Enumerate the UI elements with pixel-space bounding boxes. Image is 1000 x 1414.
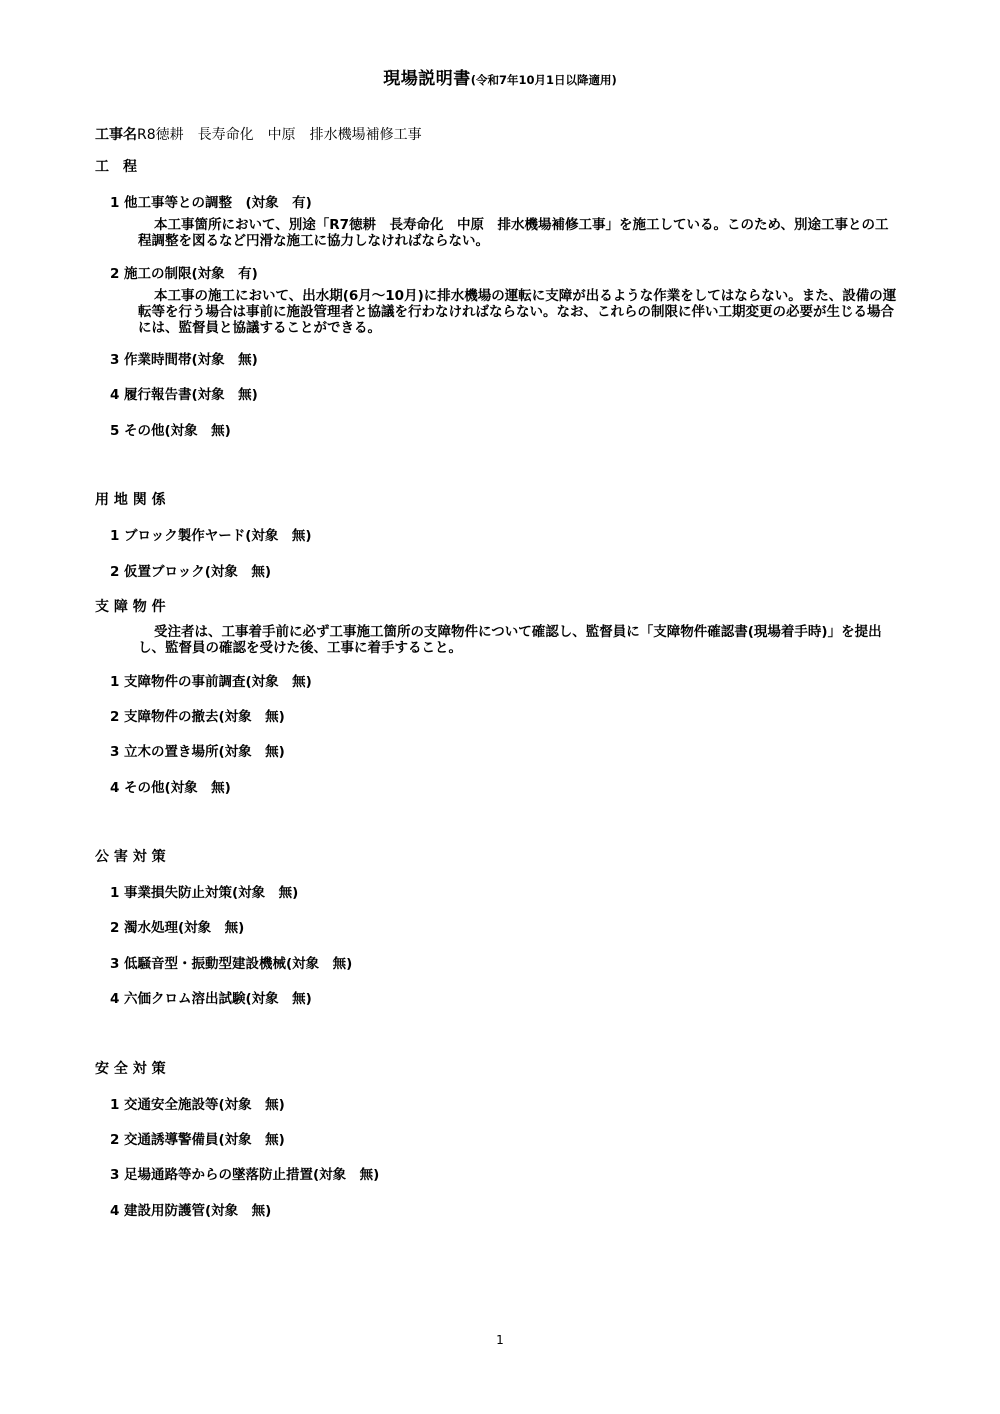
list-item: 2 濁水処理(対象 無) bbox=[110, 920, 245, 936]
list-item: 2 仮置ブロック(対象 無) bbox=[110, 564, 272, 580]
list-item: 1 支障物件の事前調査(対象 無) bbox=[110, 674, 312, 690]
list-item: 1 事業損失防止対策(対象 無) bbox=[110, 885, 299, 901]
paragraph-shishou-intro: 受注者は、工事着手前に必ず工事施工箇所の支障物件について確認し、監督員に「支障物件確認書(現場着手時)」を提出し、監督員の確認を受けた後、工事に着手すること。 bbox=[138, 624, 882, 656]
list-item: 4 その他(対象 無) bbox=[110, 780, 231, 796]
title-main: 現場説明書 bbox=[383, 69, 471, 89]
list-item: 5 その他(対象 無) bbox=[110, 423, 231, 439]
list-item: 2 支障物件の撤去(対象 無) bbox=[110, 709, 285, 725]
section-heading-anzen: 安 全 対 策 bbox=[95, 1061, 166, 1077]
list-item: 4 履行報告書(対象 無) bbox=[110, 387, 258, 403]
project-line bbox=[95, 124, 422, 144]
section-heading-kougai: 公 害 対 策 bbox=[95, 849, 166, 865]
list-item: 4 六価クロム溶出試験(対象 無) bbox=[110, 991, 312, 1007]
list-item: 3 立木の置き場所(対象 無) bbox=[110, 744, 285, 760]
list-item: 1 他工事等との調整 (対象 有) bbox=[110, 195, 312, 211]
list-item: 4 建設用防護管(対象 無) bbox=[110, 1203, 272, 1219]
paragraph-item1: 本工事箇所において、別途「R7徳耕 長寿命化 中原 排水機場補修工事」を施工している。このため、別途工事との工程調整を図るなど円滑な施工に協力しなければならない。 bbox=[138, 217, 889, 249]
project-label: 工事名 bbox=[95, 127, 137, 143]
list-item: 1 交通安全施設等(対象 無) bbox=[110, 1097, 285, 1113]
list-item: 2 施工の制限(対象 有) bbox=[110, 266, 258, 282]
section-heading-koutei: 工 程 bbox=[95, 159, 137, 175]
list-item: 3 作業時間帯(対象 無) bbox=[110, 352, 258, 368]
page-number: 1 bbox=[496, 1333, 504, 1347]
project-name: R8徳耕 長寿命化 中原 排水機場補修工事 bbox=[137, 127, 422, 143]
list-item: 1 ブロック製作ヤード(対象 無) bbox=[110, 528, 312, 544]
list-item: 3 足場通路等からの墜落防止措置(対象 無) bbox=[110, 1167, 380, 1183]
list-item: 2 交通誘導警備員(対象 無) bbox=[110, 1132, 285, 1148]
document-title bbox=[0, 64, 1000, 89]
paragraph-item2: 本工事の施工において、出水期(6月～10月)に排水機場の運転に支障が出るような作業をしてはならない。また、設備の運転等を行う場合は事前に施設管理者と協議を行わなければならない。なお、これらの制限に伴い工期変更の必要が生じる場合には、監督員と協議することができる。 bbox=[138, 288, 897, 336]
list-item: 3 低騒音型・振動型建設機械(対象 無) bbox=[110, 956, 353, 972]
section-heading-youchi: 用 地 関 係 bbox=[95, 492, 166, 508]
section-heading-shishou: 支 障 物 件 bbox=[95, 599, 166, 615]
title-note: (令和7年10月1日以降適用) bbox=[470, 73, 617, 87]
